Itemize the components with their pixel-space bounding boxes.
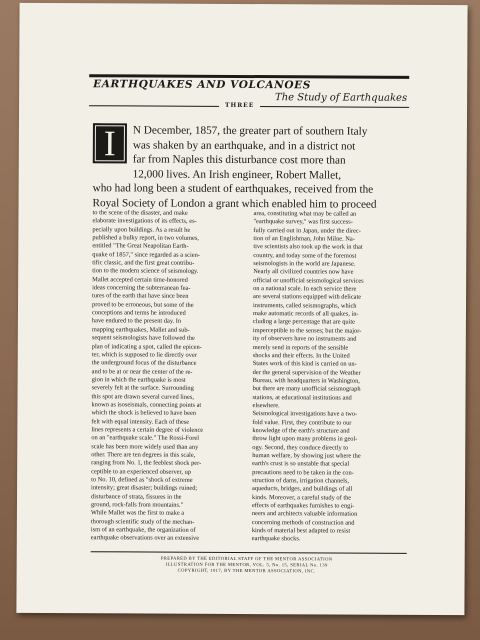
column-line: shocks and their effects. In the United (252, 351, 350, 360)
column-line: struction of dams, irrigation channels, (252, 477, 350, 485)
lead-paragraph (93, 123, 409, 212)
column-line: official or unofficial seismological services (253, 276, 364, 285)
series-title: EARTHQUAKES AND VOLCANOES (93, 78, 311, 92)
column-line: "earthquake survey," was first success- (253, 218, 353, 226)
column-line: scale has been more widely used than any (91, 442, 199, 451)
lead-line: who had long been a student of earthquakes, received from the (92, 182, 374, 196)
footer-rule (91, 551, 407, 554)
column-line: throw light upon many problems in geol- (252, 435, 358, 443)
column-line: knowledge of the earth's structure and (252, 426, 350, 435)
column-line: seismologists in the world are Japanese. (253, 260, 356, 268)
column-line: proved to be erroneous, but some of the (92, 300, 194, 309)
document-page (16, 3, 467, 615)
column-line: concerning methods of construction and (251, 518, 355, 527)
column-line: Bureau, with headquarters in Washington, (252, 376, 360, 385)
footer-line: ILLUSTRATION FOR THE MENTOR, VOL. 5, No. 15, SERIAL No. 139 (165, 561, 328, 568)
column-line: country, and today some of the foremost (253, 251, 357, 260)
column-line: tific classic, and the first great contribu- (92, 259, 195, 267)
column-line: disturbance of strata, fissures in the (90, 492, 182, 501)
column-line: precautions need to be taken in the con- (252, 468, 354, 477)
column-line: ogy. Second, they conduce directly to (252, 443, 349, 452)
column-line: tion to the modern science of seismology. (92, 267, 199, 276)
column-line: quake of 1857," since regarded as a scien- (92, 250, 200, 259)
left-column (91, 209, 249, 544)
column-line: elaborate investigations of its effects, es- (92, 217, 197, 226)
column-line: ter, which is supposed to lie directly over (91, 351, 197, 359)
column-line: on an "earthquake scale." The Rossi-Forel (91, 434, 200, 443)
column-line: pecially upon buildings. As a result he (92, 225, 191, 234)
column-line: fully carried out in Japan, under the direc- (253, 226, 361, 235)
column-line: but there are many unofficial seismograph (252, 385, 361, 393)
column-line: effects of earthquakes furnishes to engi- (251, 502, 355, 510)
column-line: ism of an earthquake, the organization of (90, 526, 196, 534)
column-line: entitled "The Great Neapolitan Earth- (92, 242, 189, 251)
column-line: area, constituting what may be called an (253, 210, 357, 218)
column-line: ity of observers have no instruments and (252, 335, 357, 343)
column-line: tion of an Englishman, John Milne. Na- (253, 235, 355, 243)
column-line: this spot are drawn several curved lines, (91, 392, 194, 401)
column-line: ceptible to an experienced observer, up (91, 467, 191, 476)
column-line: stations, at educational institutions and (252, 393, 352, 402)
column-line: felt with equal intensity. Each of these (91, 417, 190, 426)
column-line: While Mallet was the first to make a (90, 509, 185, 518)
column-line: conceptions and terms he introduced (91, 309, 186, 317)
drop-cap: I (93, 123, 127, 163)
column-line: tive scientists also took up the work in that (253, 243, 363, 252)
column-line: known as isoseismals, connecting points at (91, 401, 202, 409)
column-line: kinds. Moreover, a careful study of the (251, 493, 352, 502)
column-line: neers and architects valuable information (251, 510, 358, 518)
lead-line: N December, 1857, the greater part of southern Italy (132, 124, 368, 138)
column-line: plan of indicating a spot, called the epicen- (91, 342, 202, 351)
column-line: Mallet accepted certain time-honored (92, 275, 188, 284)
column-line: earth's crust is so unstable that special (252, 460, 350, 468)
lead-line: was shaken by an earthquake, and in a district not (132, 138, 356, 153)
column-line: merely send in reports of the sensible (252, 343, 349, 352)
column-line: lines represents a certain degree of violence (91, 426, 204, 434)
lead-line: far from Naples this disturbance cost more than (132, 153, 346, 167)
column-line: elsewhere. (252, 401, 280, 410)
column-line: cluding a large percentage that are quite (252, 318, 356, 327)
column-line: intensity; great disaster; buildings ruined; (91, 484, 198, 493)
column-line: published a bulky report, in two volumes, (92, 234, 199, 242)
column-line: make automatic records of all quakes, in- (252, 310, 359, 318)
column-line: Nearly all civilized countries now have (253, 268, 354, 276)
column-line: Seismological investigations have a two- (252, 410, 358, 418)
column-line: to the scene of the disaster, and make (92, 209, 188, 217)
column-line: ground, rock-falls from mountains." (90, 501, 184, 509)
column-line: ranging from No. 1, the feeblest shock per- (91, 459, 202, 468)
column-line: gion in which the earthquake is most (91, 376, 186, 384)
chapter-number: THREE (219, 102, 260, 109)
column-line: have endured to the present day. In (91, 317, 182, 326)
lead-line: 12,000 lives. An Irish engineer, Robert Mallet, (132, 167, 342, 182)
column-line: kinds of material best adapted to resist (251, 527, 351, 535)
column-line: to No. 10, defined as "shock of extreme (91, 476, 193, 484)
column-line: imperceptible to the senses; but the major- (252, 326, 362, 335)
column-line: earthquake shocks. (251, 535, 301, 543)
column-line: other. There are ten degrees in this scale, (91, 451, 196, 459)
column-line: mapping earthquakes, Mallet and sub- (91, 326, 190, 334)
column-line: aqueducts, bridges, and buildings of all (252, 485, 353, 493)
column-line: instruments, called seismographs, which (253, 301, 357, 310)
column-line: on a national scale. In each service there (253, 285, 357, 293)
column-line: are several stations equipped with delicate (253, 293, 362, 302)
column-line: the underground focus of the disturbance (91, 359, 197, 367)
lead-line: Royal Society of London a grant which enabled him to proceed (92, 196, 377, 211)
column-line: severely felt at the surface. Surrounding (91, 384, 194, 392)
column-line: sequent seismologists have followed the (91, 334, 195, 342)
footer-line: PREPARED BY THE EDITORIAL STAFF OF THE MENTOR ASSOCIATION (160, 555, 333, 562)
column-line: fold value. First, they contribute to our (252, 418, 352, 427)
right-column (252, 210, 410, 545)
column-line: States work of this kind is carried on un- (252, 360, 357, 368)
column-line: ideas concerning the subterranean fea- (92, 284, 191, 292)
footer-credits (87, 555, 407, 575)
column-line: der the general supervision of the Weather (252, 368, 361, 377)
column-line: which the shock is believed to have been (91, 409, 197, 418)
column-line: human welfare, by showing just where the (252, 452, 361, 460)
column-line: thorough scientific study of the mechan- (90, 517, 195, 526)
column-line: earthquake observations over an extensive (90, 534, 200, 543)
page-subtitle: The Study of Earthquakes (275, 92, 408, 104)
column-line: and to be at or near the center of the re- (91, 367, 193, 376)
footer-line: COPYRIGHT, 1917, BY THE MENTOR ASSOCIATION, INC. (177, 568, 316, 574)
column-line: tures of the earth that have since been (92, 292, 189, 301)
